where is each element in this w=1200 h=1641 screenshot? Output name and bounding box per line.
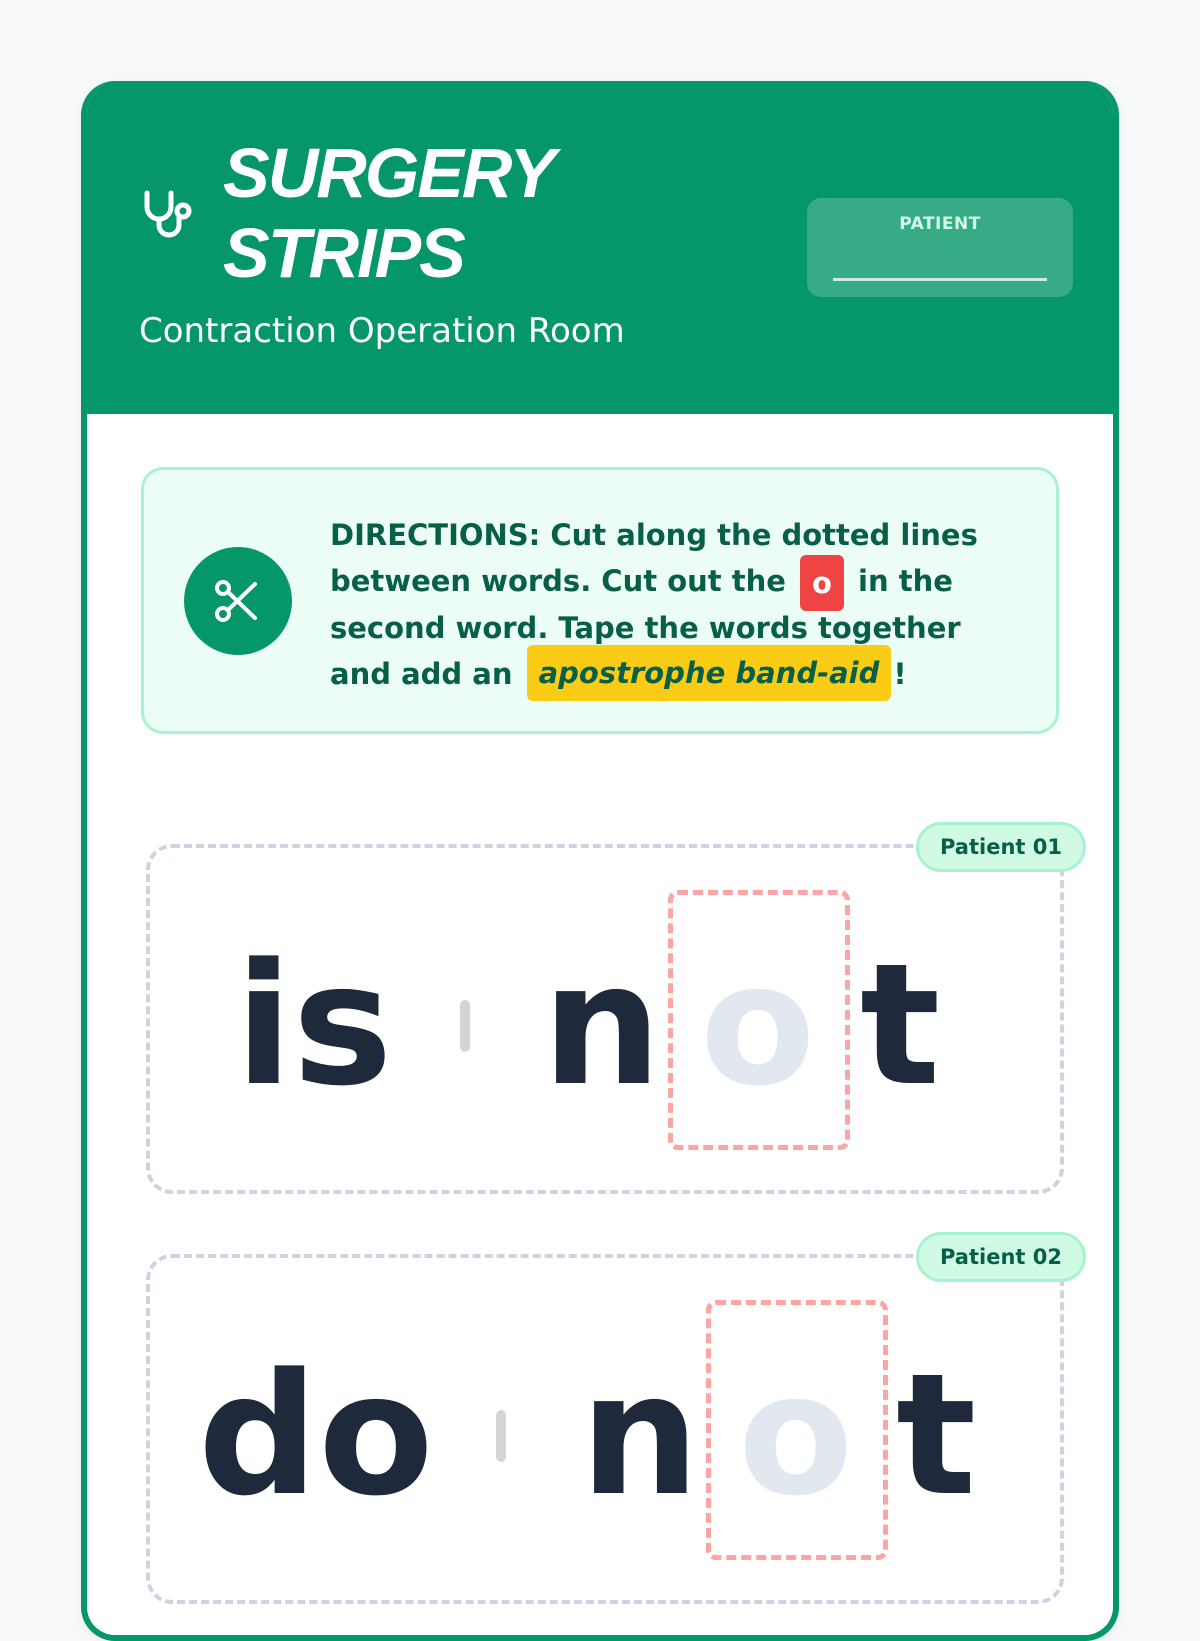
strip-word-2-end: t — [860, 927, 941, 1123]
page-subtitle: Contraction Operation Room — [139, 311, 625, 351]
patient-label: PATIENT — [899, 214, 981, 234]
band-aid-highlight: apostrophe band-aid — [527, 645, 892, 701]
directions-text — [330, 512, 1030, 701]
strip-badge: Patient 02 — [916, 1232, 1086, 1282]
directions-part-2: in the second word. Tape the words together and add an — [330, 564, 961, 691]
directions-part-1: DIRECTIONS: Cut along the dotted lines between words. Cut out the — [330, 518, 978, 598]
strip-word-2-start: n — [580, 1337, 700, 1533]
strip-word-2-end: t — [896, 1337, 977, 1533]
scissors-badge — [184, 547, 292, 655]
strip-word-1: do — [198, 1337, 434, 1533]
strip-word-2-start: n — [542, 927, 662, 1123]
worksheet-header — [87, 81, 1113, 414]
cut-divider — [460, 1000, 470, 1052]
directions-part-3: ! — [893, 657, 907, 691]
worksheet-card — [81, 81, 1119, 1641]
patient-write-line — [833, 278, 1047, 281]
removed-letter: o — [738, 1337, 854, 1533]
page-title — [223, 133, 554, 293]
word-strip[interactable] — [146, 835, 1064, 1194]
title-line-2: STRIPS — [223, 214, 464, 292]
letter-highlight: o — [800, 555, 844, 611]
patient-name-field[interactable] — [807, 198, 1073, 297]
letter-cut-box — [668, 890, 850, 1150]
strip-badge: Patient 01 — [916, 822, 1086, 872]
cut-divider — [496, 1410, 506, 1462]
strip-word-1: is — [235, 927, 393, 1123]
directions-box — [141, 467, 1059, 734]
word-strip[interactable] — [146, 1245, 1064, 1604]
letter-cut-box — [706, 1300, 888, 1560]
stethoscope-icon — [139, 185, 195, 241]
removed-letter: o — [700, 927, 816, 1123]
scissors-icon — [211, 574, 265, 628]
title-line-1: SURGERY — [223, 134, 554, 212]
